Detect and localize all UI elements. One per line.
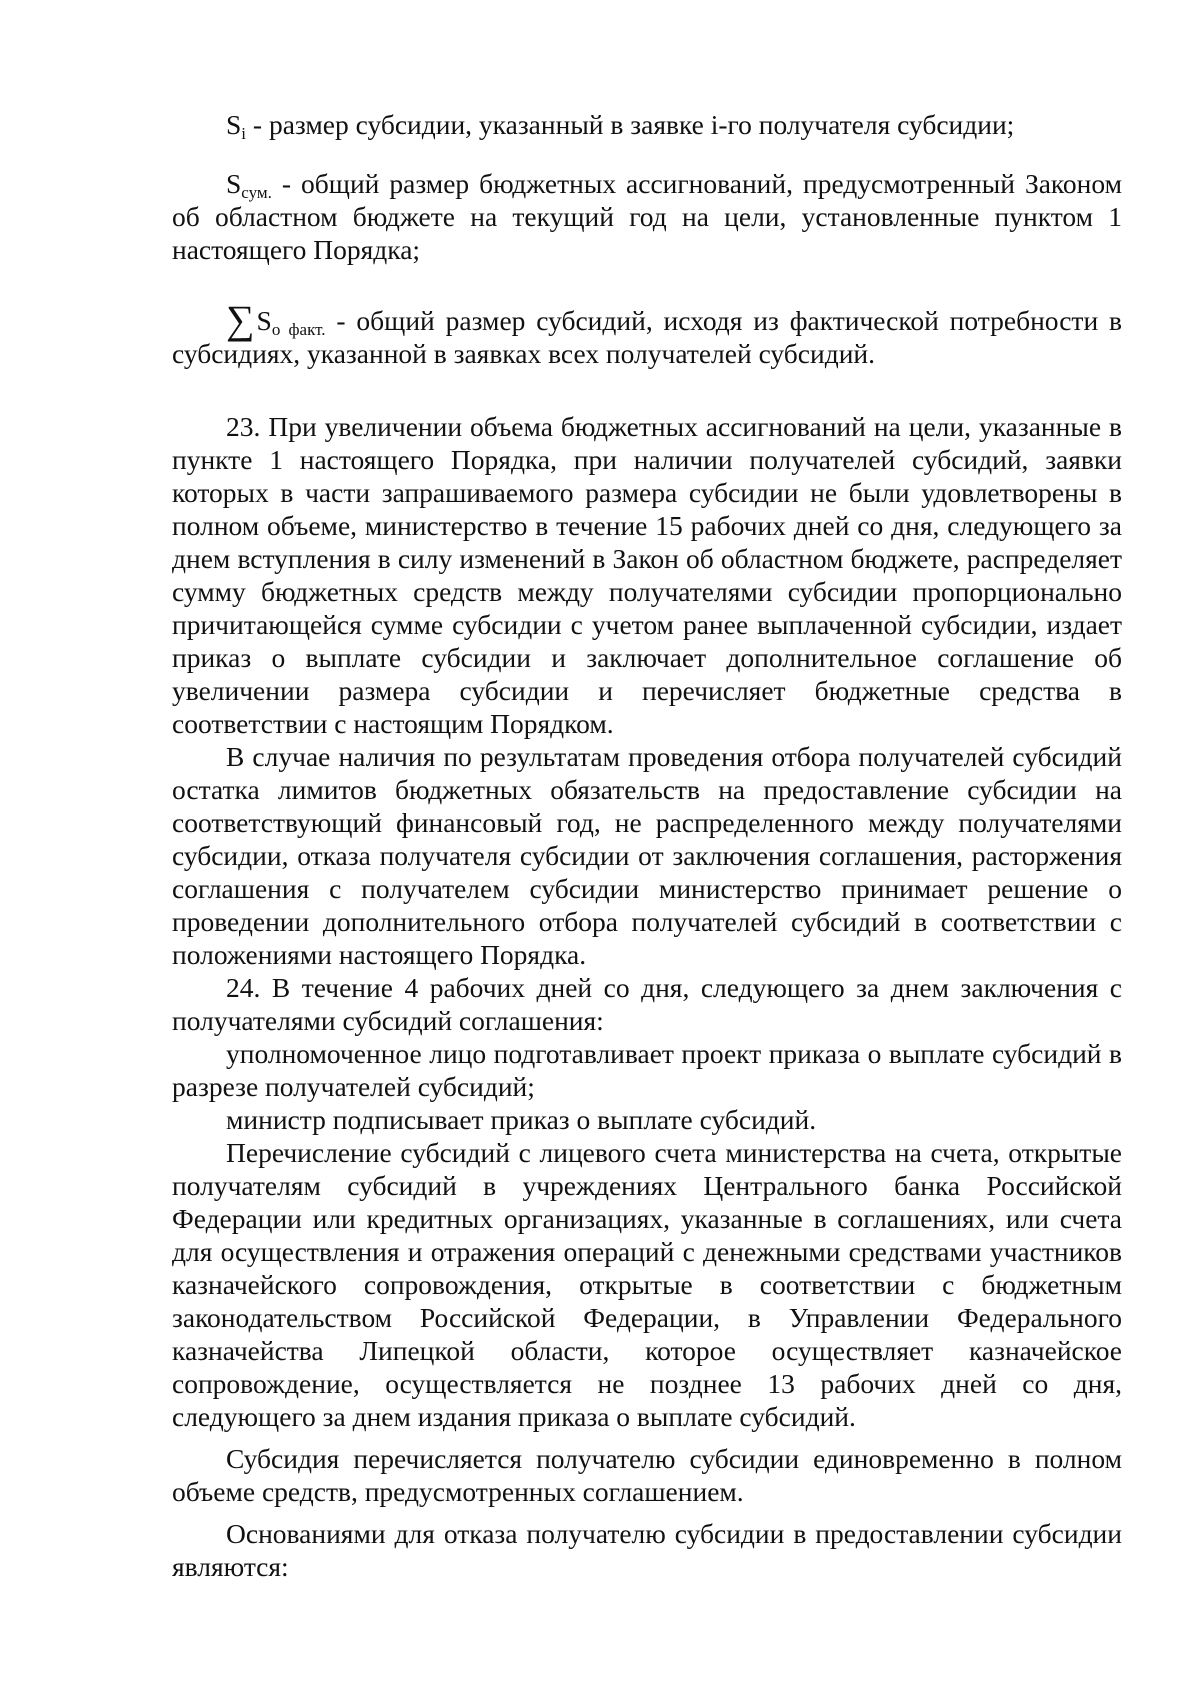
document-page <box>172 108 1122 1583</box>
paragraph-minister-signs: министр подписывает приказ о выплате субсидий. <box>226 1104 817 1135</box>
paragraph-24: 24. В течение 4 рабочих дней со дня, следующего за днем заключения с получателями субсидий соглашения: <box>172 972 1122 1036</box>
paragraph-refusal-grounds: Основаниями для отказа получателю субсидии в предоставлении субсидии являются: <box>172 1518 1122 1582</box>
symbol-s: S <box>226 109 242 140</box>
definition-si-text: - размер субсидии, указанный в заявке i-го получателя субсидии; <box>246 109 1015 140</box>
definition-ssum-text: - общий размер бюджетных ассигнований, предусмотренный Законом об областном бюджете на текущий год на цели, установленные пунктом 1 настоящего Порядка; <box>172 168 1122 265</box>
definition-sfact <box>172 297 1123 370</box>
symbol-s: S <box>226 168 242 199</box>
subscript-sum: сум. <box>241 183 272 202</box>
subscript-i: i <box>241 124 247 143</box>
paragraph-additional-selection: В случае наличия по результатам проведения отбора получателей субсидий остатка лимитов бюджетных обязательств на предоставление субсидии на соответствующий финансовый год, не распределенного между получателями субсидии, отказа получателя субсидии от заключения соглашения, расторжения соглашения с получателем субсидии министерство принимает решение о проведении дополнительного отбора получателей субсидий в соответствии с положениями настоящего Порядка. <box>172 741 1122 970</box>
definition-si <box>172 108 1122 141</box>
sum-sign-icon: ∑ <box>226 297 255 342</box>
subscript-fact: о факт. <box>271 320 326 339</box>
definition-sfact-text: - общий размер субсидий, исходя из фактической потребности в субсидиях, указанной в заявках всех получателей субсидий. <box>172 305 1123 369</box>
definition-ssum <box>172 167 1122 266</box>
paragraph-single-payment: Субсидия перечисляется получателю субсидии единовременно в полном объеме средств, предусмотренных соглашением. <box>172 1443 1122 1507</box>
symbol-s: S <box>256 305 272 336</box>
paragraph-authorized-person: уполномоченное лицо подготавливает проект приказа о выплате субсидий в разрезе получателей субсидий; <box>172 1038 1122 1102</box>
paragraph-transfer: Перечисление субсидий с лицевого счета министерства на счета, открытые получателям субсидий в учреждениях Центрального банка Российской Федерации или кредитных организациях, указанные в соглашениях, или счета для осуществления и отражения операций с денежными средствами участников казначейского сопровождения, открытые в соответствии с бюджетным законодательством Российской Федерации, в Управлении Федерального казначейства Липецкой области, которое осуществляет казначейское сопровождение, осуществляется не позднее 13 рабочих дней со дня, следующего за днем издания приказа о выплате субсидий. <box>172 1137 1122 1432</box>
paragraph-23: 23. При увеличении объема бюджетных ассигнований на цели, указанные в пункте 1 настоящего Порядка, при наличии получателей субсидий, заявки которых в части запрашиваемого размера субсидии не были удовлетворены в полном объеме, министерство в течение 15 рабочих дней со дня, следующего за днем вступления в силу изменений в Закон об областном бюджете, распределяет сумму бюджетных средств между получателями субсидии пропорционально причитающейся сумме субсидии с учетом ранее выплаченной субсидии, издает приказ о выплате субсидии и заключает дополнительное соглашение об увеличении размера субсидии и перечисляет бюджетные средства в соответствии с настоящим Порядком. <box>172 411 1122 739</box>
